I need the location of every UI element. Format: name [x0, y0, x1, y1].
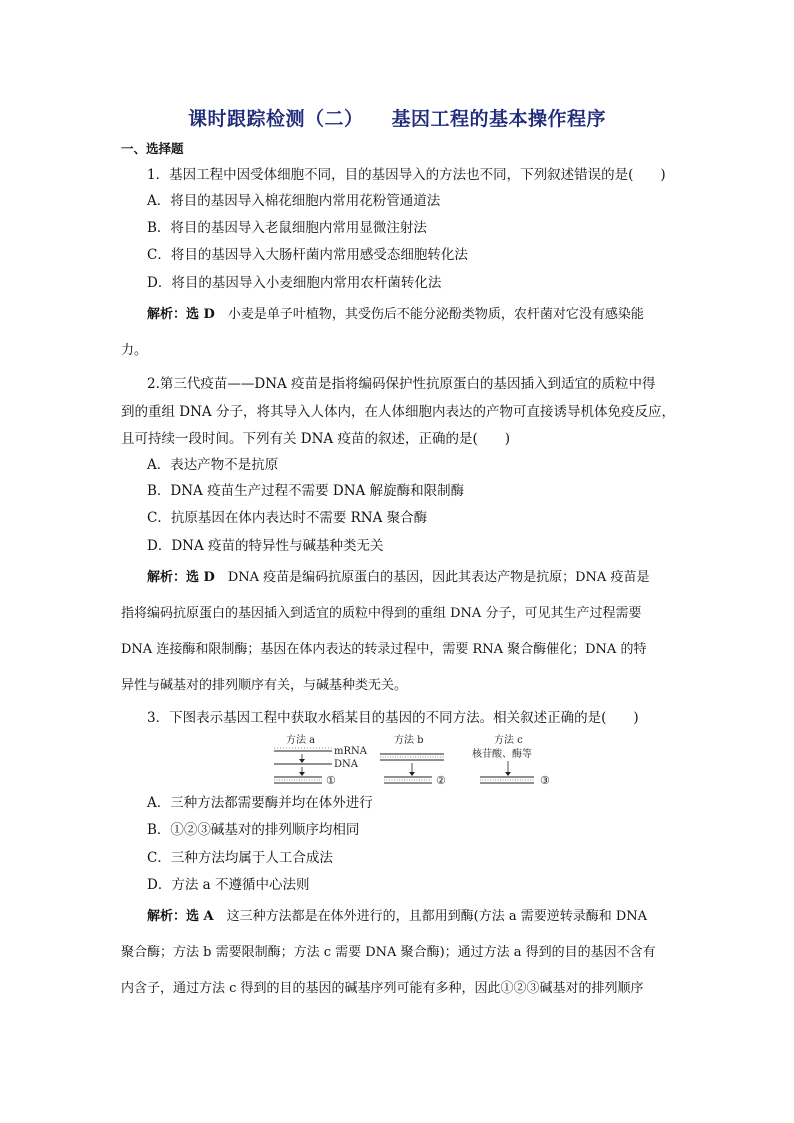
method-c-label: 方法 c	[494, 735, 523, 746]
q1-analysis-line	[121, 342, 147, 360]
analysis-lead: 解析：选 D	[147, 307, 228, 322]
arrow-down-icon	[505, 772, 511, 776]
q1-stem: 1．基因工程中因受体细胞不同，目的基因导入的方法也不同，下列叙述错误的是( )	[147, 167, 666, 183]
q2-analysis-line	[147, 569, 649, 587]
q2-stem-line: 2.第三代疫苗——DNA 疫苗是指将编码保护性抗原蛋白的基因插入到适宜的质粒中得	[147, 376, 656, 392]
q1-option-c: C．将目的基因导入大肠杆菌内常用感受态细胞转化法	[147, 247, 468, 263]
analysis-text: 聚合酶；方法 b 需要限制酶；方法 c 需要 DNA 聚合酶)；通过方法 a 得到的目的基因不含有	[121, 945, 656, 960]
q3-analysis-line	[147, 908, 647, 926]
analysis-text: 这三种方法都是在体外进行的，且都用到酶(方法 a 需要逆转录酶和 DNA	[226, 909, 648, 924]
q2-stem-line: 且可持续一段时间。下列有关 DNA 疫苗的叙述，正确的是( )	[121, 431, 511, 447]
q3-option-a: A．三种方法都需要酶并均在体外进行	[147, 795, 373, 811]
q2-analysis-line	[121, 605, 641, 623]
q2-option-d: D．DNA 疫苗的特异性与碱基种类无关	[147, 538, 384, 554]
q2-stem-line: 到的重组 DNA 分子，将其导入人体内，在人体细胞内表达的产物可直接诱导机体免疫反应，	[121, 404, 675, 420]
q1-option-d: D．将目的基因导入小麦细胞内常用农杆菌转化法	[147, 275, 442, 291]
q2-option-a: A．表达产物不是抗原	[147, 457, 279, 473]
product-2-label: ②	[436, 774, 446, 787]
analysis-text: 小麦是单子叶植物，其受伤后不能分泌酚类物质，农杆菌对它没有感染能	[227, 307, 644, 322]
arrow-down-icon	[299, 759, 305, 763]
q3-stem: 3．下图表示基因工程中获取水稻某目的基因的不同方法。相关叙述正确的是( )	[147, 710, 639, 726]
analysis-text: 指将编码抗原蛋白的基因插入到适宜的质粒中得到的重组 DNA 分子，可见其生产过程需要	[121, 606, 642, 621]
analysis-lead: 解析：选 A	[147, 909, 227, 924]
analysis-text: 力。	[121, 343, 148, 358]
product-1-label: ①	[326, 774, 336, 787]
q1-option-a: A．将目的基因导入棉花细胞内常用花粉管通道法	[147, 193, 441, 209]
q3-analysis-line	[121, 980, 644, 998]
arrow-down-icon	[409, 772, 415, 776]
q3-analysis-line	[121, 944, 656, 962]
analysis-text: DNA 连接酶和限制酶；基因在体内表达的转录过程中，需要 RNA 聚合酶催化；DNA 的特	[121, 642, 647, 657]
q2-option-c: C．抗原基因在体内表达时不需要 RNA 聚合酶	[147, 510, 428, 526]
q2-option-b: B．DNA 疫苗生产过程不需要 DNA 解旋酶和限制酶	[147, 483, 465, 499]
q1-option-b: B．将目的基因导入老鼠细胞内常用显微注射法	[147, 220, 427, 236]
analysis-text: DNA 疫苗是编码抗原蛋白的基因，因此其表达产物是抗原；DNA 疫苗是	[227, 570, 650, 585]
q3-option-b: B．①②③碱基对的排列顺序均相同	[147, 822, 360, 838]
analysis-text: 内含子，通过方法 c 得到的目的基因的碱基序列可能有多种，因此①②③碱基对的排列顺序	[121, 981, 644, 996]
arrow-down-icon	[299, 772, 305, 776]
mrna-label: mRNA	[334, 746, 367, 757]
title-left: 课时跟踪检测（二）	[187, 108, 364, 130]
q1-analysis-line	[147, 306, 644, 324]
dna-label: DNA	[334, 759, 358, 770]
analysis-text: 异性与碱基对的排列顺序有关，与碱基种类无关。	[121, 678, 408, 693]
page-title	[0, 104, 794, 131]
q3-option-d: D．方法 a 不遵循中心法则	[147, 877, 310, 893]
q3-option-c: C．三种方法均属于人工合成法	[147, 850, 333, 866]
section-heading: 一、选择题	[121, 141, 184, 156]
q2-analysis-line	[121, 677, 407, 695]
method-b-label: 方法 b	[394, 735, 424, 746]
analysis-lead: 解析：选 D	[147, 570, 228, 585]
q2-analysis-line	[121, 641, 646, 659]
title-right: 基因工程的基本操作程序	[391, 108, 607, 130]
methods-figure	[272, 733, 592, 789]
product-3-label: ③	[540, 774, 550, 787]
method-a-label: 方法 a	[286, 735, 316, 746]
materials-label: 核苷酸、酶等	[472, 749, 532, 760]
